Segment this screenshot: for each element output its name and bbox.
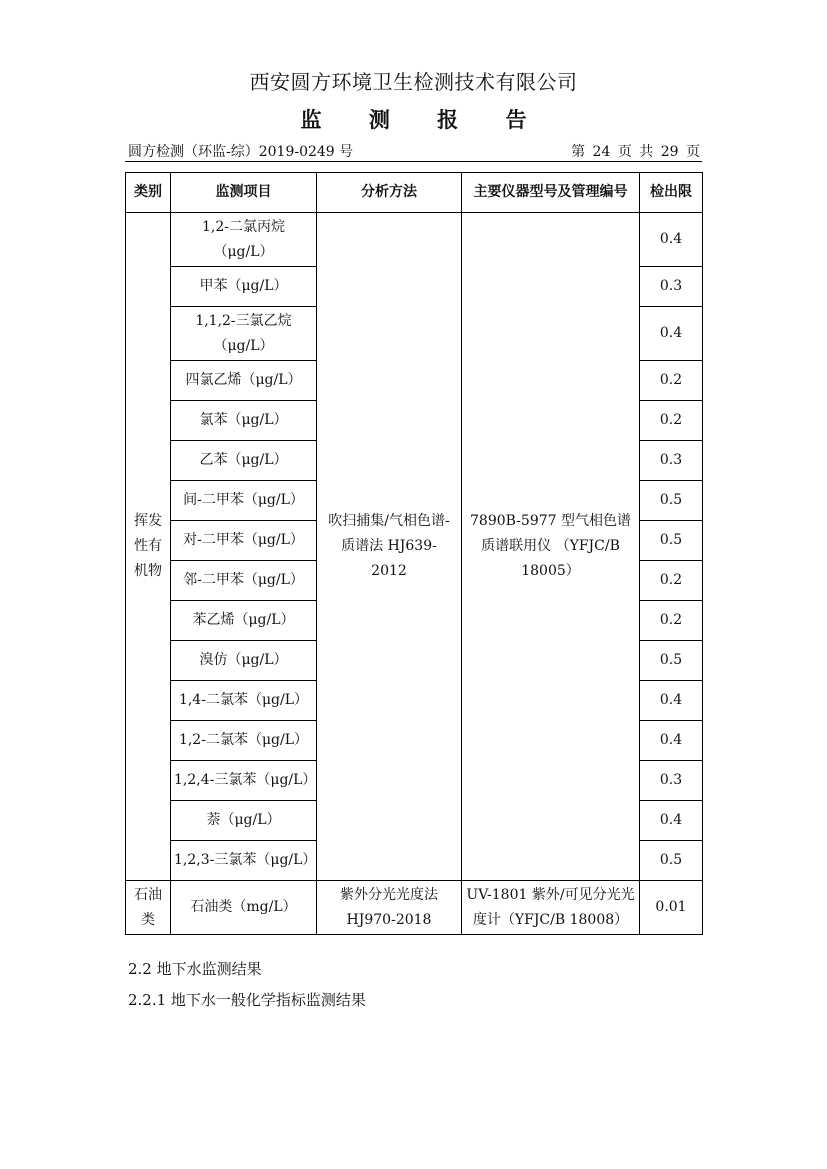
item-cell: 四氯乙烯（μg/L）	[171, 361, 317, 401]
category-cell: 挥发性有机物	[126, 213, 171, 881]
table-row	[126, 881, 703, 935]
col-header-instrument: 主要仪器型号及管理编号	[462, 173, 640, 213]
item-cell: 对-二甲苯（μg/L）	[171, 521, 317, 561]
company-name: 西安圆方环境卫生检测技术有限公司	[249, 70, 578, 94]
table-row	[126, 213, 703, 267]
item-cell: 乙苯（μg/L）	[171, 441, 317, 481]
method-cell: 紫外分光光度法 HJ970-2018	[317, 881, 462, 935]
item-cell: 1,2,4-三氯苯（μg/L）	[171, 761, 317, 801]
limit-cell: 0.4	[640, 721, 703, 761]
limit-cell: 0.5	[640, 481, 703, 521]
item-cell: 溴仿（μg/L）	[171, 641, 317, 681]
item-cell: 邻-二甲苯（μg/L）	[171, 561, 317, 601]
item-cell: 石油类（mg/L）	[171, 881, 317, 935]
limit-cell: 0.2	[640, 601, 703, 641]
page-info: 第 24 页 共 29 页	[571, 144, 700, 160]
item-cell: 1,4-二氯苯（μg/L）	[171, 681, 317, 721]
limit-cell: 0.5	[640, 521, 703, 561]
limit-cell: 0.4	[640, 801, 703, 841]
item-cell: 间-二甲苯（μg/L）	[171, 481, 317, 521]
report-number: 圆方检测（环监-综）2019-0249 号	[128, 144, 354, 160]
limit-cell: 0.2	[640, 401, 703, 441]
limit-cell: 0.5	[640, 841, 703, 881]
limit-cell: 0.4	[640, 213, 703, 267]
col-header-method: 分析方法	[317, 173, 462, 213]
col-header-limit: 检出限	[640, 173, 703, 213]
item-cell: 1,2-二氯丙烷（μg/L）	[171, 213, 317, 267]
method-cell: 吹扫捕集/气相色谱-质谱法 HJ639-2012	[317, 213, 462, 881]
item-cell: 1,2-二氯苯（μg/L）	[171, 721, 317, 761]
item-cell: 甲苯（μg/L）	[171, 267, 317, 307]
col-header-item: 监测项目	[171, 173, 317, 213]
header-divider	[125, 161, 702, 162]
item-cell: 1,2,3-三氯苯（μg/L）	[171, 841, 317, 881]
table-header-row	[126, 173, 703, 213]
table-body	[126, 213, 703, 935]
report-title: 监 测 报 告	[300, 107, 547, 132]
instrument-cell: 7890B-5977 型气相色谱质谱联用仪 （YFJC/B 18005）	[462, 213, 640, 881]
monitoring-method-table	[125, 172, 703, 935]
limit-cell: 0.01	[640, 881, 703, 935]
limit-cell: 0.3	[640, 441, 703, 481]
limit-cell: 0.3	[640, 761, 703, 801]
limit-cell: 0.4	[640, 681, 703, 721]
limit-cell: 0.2	[640, 361, 703, 401]
limit-cell: 0.4	[640, 307, 703, 361]
limit-cell: 0.3	[640, 267, 703, 307]
limit-cell: 0.2	[640, 561, 703, 601]
item-cell: 1,1,2-三氯乙烷（μg/L）	[171, 307, 317, 361]
item-cell: 萘（μg/L）	[171, 801, 317, 841]
item-cell: 苯乙烯（μg/L）	[171, 601, 317, 641]
col-header-category: 类别	[126, 173, 171, 213]
category-cell: 石油类	[126, 881, 171, 935]
section-heading-groundwater: 2.2 地下水监测结果	[128, 960, 262, 978]
item-cell: 氯苯（μg/L）	[171, 401, 317, 441]
section-heading-general-chem: 2.2.1 地下水一般化学指标监测结果	[128, 991, 366, 1009]
limit-cell: 0.5	[640, 641, 703, 681]
instrument-cell: UV-1801 紫外/可见分光光度计（YFJC/B 18008）	[462, 881, 640, 935]
